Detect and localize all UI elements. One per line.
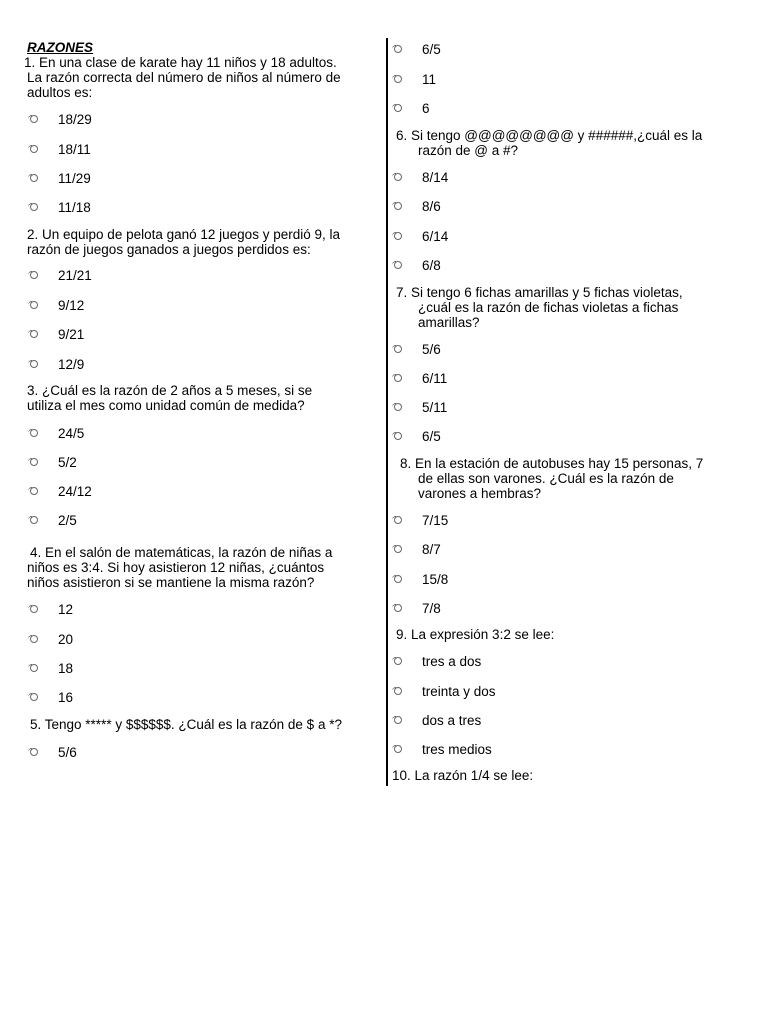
- radio-icon[interactable]: [394, 45, 402, 53]
- radio-icon[interactable]: [30, 748, 38, 756]
- radio-icon[interactable]: [30, 174, 38, 182]
- option-label: dos a tres: [422, 713, 482, 728]
- option-label: 6/14: [422, 229, 449, 244]
- q1-text-line-2: La razón correcta del número de niños al número de: [27, 70, 341, 85]
- q9-text-line-1: 9. La expresión 3:2 se lee:: [396, 627, 555, 642]
- q6-text-line-2: razón de @ a #?: [418, 143, 519, 158]
- option-label: 21/21: [58, 268, 92, 283]
- q8-text-line-3: varones a hembras?: [418, 486, 542, 501]
- option-label: 8/7: [422, 542, 441, 557]
- radio-icon[interactable]: [394, 657, 402, 665]
- q4-text-line-2: niños es 3:4. Si hoy asistieron 12 niñas, ¿cuántos: [27, 560, 325, 575]
- q8-text-line-1: 8. En la estación de autobuses hay 15 personas, 7: [400, 456, 704, 471]
- radio-icon[interactable]: [394, 403, 402, 411]
- radio-icon[interactable]: [30, 271, 38, 279]
- column-divider: [386, 38, 388, 786]
- q3-text-line-1: 3. ¿Cuál es la razón de 2 años a 5 meses, si se: [27, 383, 313, 398]
- option-label: 18/29: [58, 112, 92, 127]
- option-label: 5/6: [58, 745, 77, 760]
- q7-text-line-2: ¿cuál es la razón de fichas violetas a fichas: [418, 300, 679, 315]
- option-label: 6: [422, 101, 430, 116]
- q4-text-line-1: 4. En el salón de matemáticas, la razón de niñas a: [30, 545, 333, 560]
- q8-text-line-2: de ellas son varones. ¿Cuál es la razón de: [418, 471, 674, 486]
- radio-icon[interactable]: [394, 345, 402, 353]
- q1-text-line-1: 1. En una clase de karate hay 11 niños y 18 adultos.: [24, 55, 337, 70]
- radio-icon[interactable]: [394, 173, 402, 181]
- q3-text-line-2: utiliza el mes como unidad común de medida?: [27, 398, 305, 413]
- radio-icon[interactable]: [30, 115, 38, 123]
- worksheet-title: RAZONES: [27, 40, 94, 55]
- q1-text-line-3: adultos es:: [27, 85, 93, 100]
- option-label: 12/9: [58, 357, 85, 372]
- option-label: 7/15: [422, 513, 449, 528]
- radio-icon[interactable]: [30, 429, 38, 437]
- radio-icon[interactable]: [30, 145, 38, 153]
- radio-icon[interactable]: [394, 232, 402, 240]
- q4-text-line-3: niños asistieron si se mantiene la misma razón?: [27, 575, 315, 590]
- q5-text-line-1: 5. Tengo ***** y $$$$$$. ¿Cuál es la razón de $ a *?: [30, 717, 342, 732]
- option-label: 9/12: [58, 298, 85, 313]
- option-label: tres a dos: [422, 654, 482, 669]
- radio-icon[interactable]: [30, 693, 38, 701]
- radio-icon[interactable]: [394, 716, 402, 724]
- option-label: 24/5: [58, 426, 85, 441]
- option-label: 7/8: [422, 601, 441, 616]
- option-label: tres medios: [422, 742, 492, 757]
- radio-icon[interactable]: [30, 330, 38, 338]
- option-label: 16: [58, 690, 74, 705]
- radio-icon[interactable]: [394, 104, 402, 112]
- radio-icon[interactable]: [394, 202, 402, 210]
- option-label: 5/6: [422, 342, 441, 357]
- option-label: 5/2: [58, 455, 77, 470]
- radio-icon[interactable]: [394, 432, 402, 440]
- option-label: 24/12: [58, 484, 92, 499]
- option-label: 12: [58, 602, 74, 617]
- option-label: 20: [58, 632, 74, 647]
- radio-icon[interactable]: [394, 745, 402, 753]
- radio-icon[interactable]: [394, 261, 402, 269]
- radio-icon[interactable]: [394, 687, 402, 695]
- option-label: 8/14: [422, 170, 449, 185]
- radio-icon[interactable]: [30, 487, 38, 495]
- q10-text-line-1: 10. La razón 1/4 se lee:: [392, 768, 534, 783]
- option-label: 9/21: [58, 327, 85, 342]
- radio-icon[interactable]: [394, 374, 402, 382]
- option-label: 11/29: [58, 171, 91, 186]
- radio-icon[interactable]: [394, 545, 402, 553]
- radio-icon[interactable]: [394, 75, 402, 83]
- q6-text-line-1: 6. Si tengo @@@@@@@@ y ######,¿cuál es la: [396, 128, 703, 143]
- radio-icon[interactable]: [394, 604, 402, 612]
- option-label: 6/11: [422, 371, 448, 386]
- radio-icon[interactable]: [30, 203, 38, 211]
- option-label: 18: [58, 661, 74, 676]
- radio-icon[interactable]: [30, 635, 38, 643]
- option-label: 2/5: [58, 513, 77, 528]
- radio-icon[interactable]: [30, 664, 38, 672]
- q7-text-line-3: amarillas?: [418, 315, 480, 330]
- q2-text-line-1: 2. Un equipo de pelota ganó 12 juegos y perdió 9, la: [27, 227, 340, 242]
- radio-icon[interactable]: [30, 516, 38, 524]
- option-label: 8/6: [422, 199, 441, 214]
- option-label: 6/8: [422, 258, 441, 273]
- radio-icon[interactable]: [394, 516, 402, 524]
- option-label: 6/5: [422, 42, 441, 57]
- option-label: treinta y dos: [422, 684, 496, 699]
- radio-icon[interactable]: [394, 575, 402, 583]
- option-label: 5/11: [422, 400, 448, 415]
- radio-icon[interactable]: [30, 605, 38, 613]
- option-label: 18/11: [58, 142, 91, 157]
- q2-text-line-2: razón de juegos ganados a juegos perdidos es:: [27, 242, 311, 257]
- option-label: 11/18: [58, 200, 91, 215]
- option-label: 15/8: [422, 572, 449, 587]
- q7-text-line-1: 7. Si tengo 6 fichas amarillas y 5 fichas violetas,: [396, 285, 683, 300]
- radio-icon[interactable]: [30, 360, 38, 368]
- radio-icon[interactable]: [30, 458, 38, 466]
- option-label: 11: [422, 72, 437, 87]
- option-label: 6/5: [422, 429, 441, 444]
- radio-icon[interactable]: [30, 301, 38, 309]
